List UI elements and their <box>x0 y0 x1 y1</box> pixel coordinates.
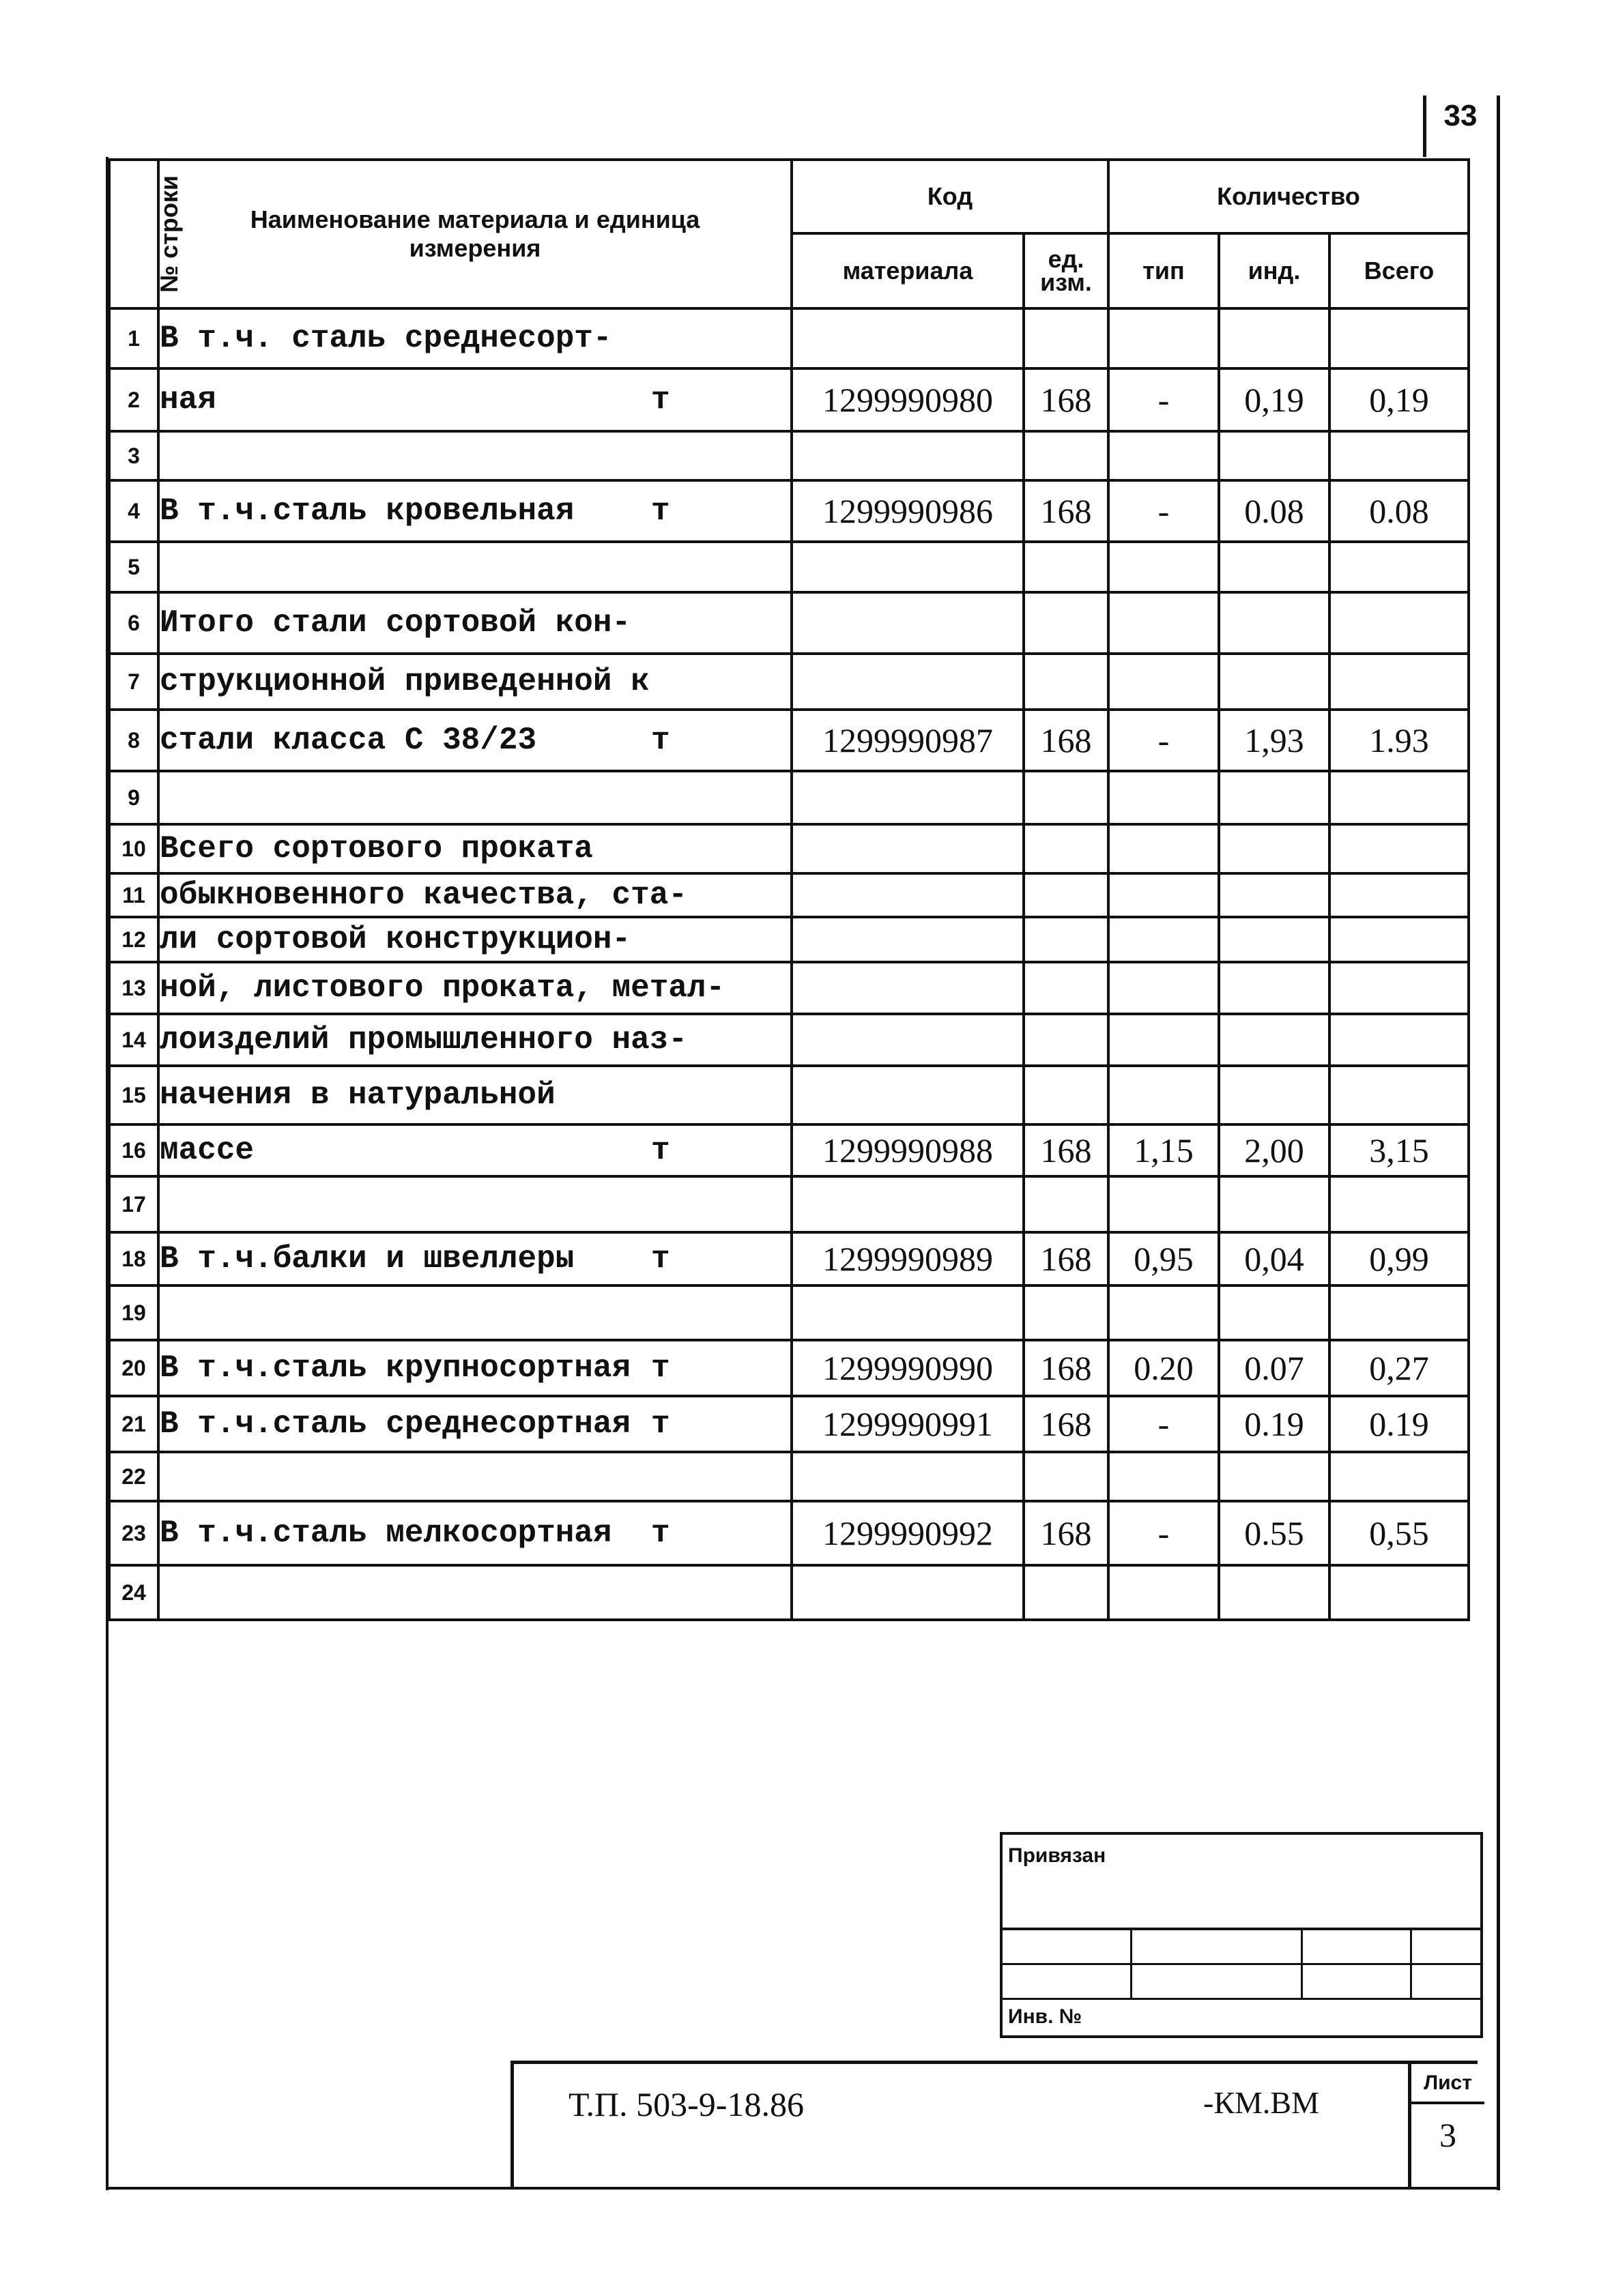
table-row <box>109 480 1469 542</box>
material-code: 1299990991 <box>792 1396 1024 1452</box>
unit-code: 168 <box>1024 710 1108 771</box>
qty-total <box>1329 1176 1469 1232</box>
qty-individual: 0,04 <box>1219 1232 1329 1285</box>
row-number: 9 <box>109 771 158 824</box>
table-row <box>109 1066 1469 1124</box>
measure-unit: т <box>651 723 670 758</box>
qty-type <box>1108 542 1219 592</box>
material-code <box>792 654 1024 710</box>
material-code <box>792 1565 1024 1620</box>
material-code <box>792 1066 1024 1124</box>
material-code <box>792 962 1024 1014</box>
unit-code: 168 <box>1024 368 1108 431</box>
unit-code: 168 <box>1024 1124 1108 1176</box>
row-number: 16 <box>109 1124 158 1176</box>
unit-code <box>1024 654 1108 710</box>
qty-individual <box>1219 962 1329 1014</box>
row-number: 23 <box>109 1501 158 1565</box>
row-number: 19 <box>109 1285 158 1340</box>
material-code: 1299990992 <box>792 1501 1024 1565</box>
qty-individual <box>1219 824 1329 873</box>
qty-total <box>1329 308 1469 368</box>
unit-code <box>1024 873 1108 917</box>
qty-type: - <box>1108 1396 1219 1452</box>
qty-individual <box>1219 431 1329 480</box>
table-row <box>109 1285 1469 1340</box>
qty-total <box>1329 1066 1469 1124</box>
material-name-text: Итого стали сортовой кон- <box>160 605 631 641</box>
material-name <box>158 1565 792 1620</box>
measure-unit: т <box>651 1241 670 1277</box>
material-name-text: Всего сортового проката <box>160 831 593 867</box>
qty-individual <box>1219 592 1329 654</box>
table-row <box>109 431 1469 480</box>
qty-individual: 0.07 <box>1219 1340 1329 1396</box>
unit-code <box>1024 1452 1108 1501</box>
qty-individual <box>1219 542 1329 592</box>
measure-unit: т <box>651 1133 670 1168</box>
material-code: 1299990987 <box>792 710 1024 771</box>
material-name <box>158 542 792 592</box>
unit-code <box>1024 1565 1108 1620</box>
material-name <box>158 368 792 431</box>
bottom-frame-line <box>106 2187 1500 2190</box>
qty-type <box>1108 1285 1219 1340</box>
row-number: 3 <box>109 431 158 480</box>
unit-code: 168 <box>1024 1396 1108 1452</box>
qty-type <box>1108 824 1219 873</box>
qty-total <box>1329 771 1469 824</box>
table-row <box>109 710 1469 771</box>
material-code: 1299990988 <box>792 1124 1024 1176</box>
qty-individual <box>1219 771 1329 824</box>
title-block <box>510 2061 1478 2187</box>
material-name-text: стали класса С 38/23 <box>160 723 537 758</box>
qty-type <box>1108 962 1219 1014</box>
qty-individual: 1,93 <box>1219 710 1329 771</box>
material-name <box>158 1452 792 1501</box>
table-row <box>109 308 1469 368</box>
qty-individual <box>1219 873 1329 917</box>
materials-table-body <box>109 308 1469 1620</box>
row-number: 6 <box>109 592 158 654</box>
measure-unit: т <box>651 1350 670 1386</box>
row-number: 22 <box>109 1452 158 1501</box>
unit-code <box>1024 1014 1108 1066</box>
material-name-text: В т.ч.сталь крупносортная <box>160 1350 631 1386</box>
qty-individual <box>1219 1285 1329 1340</box>
material-code <box>792 873 1024 917</box>
qty-individual <box>1219 917 1329 962</box>
qty-type <box>1108 1565 1219 1620</box>
unit-code <box>1024 771 1108 824</box>
qty-total: 0,55 <box>1329 1501 1469 1565</box>
qty-type <box>1108 917 1219 962</box>
unit-code: 168 <box>1024 1340 1108 1396</box>
row-number: 1 <box>109 308 158 368</box>
material-name-text: В т.ч.балки и швеллеры <box>160 1241 575 1277</box>
qty-individual <box>1219 1176 1329 1232</box>
material-name <box>158 1396 792 1452</box>
material-name-header: Наименование материала и единица измерения <box>158 160 792 308</box>
material-code: 1299990990 <box>792 1340 1024 1396</box>
table-row <box>109 592 1469 654</box>
inventory-number-label: Инв. № <box>1008 2005 1082 2028</box>
table-row <box>109 654 1469 710</box>
table-row <box>109 1232 1469 1285</box>
document-code: Т.П. 503-9-18.86 <box>568 2085 804 2123</box>
qty-type: - <box>1108 368 1219 431</box>
material-name-text: начения в натуральной <box>160 1077 556 1113</box>
material-name <box>158 431 792 480</box>
linked-stamp <box>1000 1832 1483 2038</box>
unit-code: 168 <box>1024 1501 1108 1565</box>
row-number: 7 <box>109 654 158 710</box>
table-row <box>109 917 1469 962</box>
qty-total <box>1329 917 1469 962</box>
material-name <box>158 592 792 654</box>
material-code <box>792 1014 1024 1066</box>
row-number: 15 <box>109 1066 158 1124</box>
unit-code: 168 <box>1024 1232 1108 1285</box>
qty-individual <box>1219 1452 1329 1501</box>
material-name-text: массе <box>160 1133 255 1168</box>
material-code <box>792 1452 1024 1501</box>
table-row <box>109 542 1469 592</box>
material-name-text: В т.ч.сталь кровельная <box>160 493 575 529</box>
material-name <box>158 480 792 542</box>
qty-total <box>1329 431 1469 480</box>
qty-total <box>1329 1452 1469 1501</box>
qty-total: 0,27 <box>1329 1340 1469 1396</box>
material-name-text: ная <box>160 382 216 418</box>
material-name <box>158 654 792 710</box>
material-name <box>158 308 792 368</box>
qty-total <box>1329 824 1469 873</box>
table-row <box>109 1396 1469 1452</box>
qty-individual-header: инд. <box>1219 233 1329 308</box>
stamp-grid <box>1003 1930 1480 2000</box>
qty-total <box>1329 1014 1469 1066</box>
material-name <box>158 771 792 824</box>
measure-unit: т <box>651 1406 670 1442</box>
material-code <box>792 592 1024 654</box>
qty-type: 0.20 <box>1108 1340 1219 1396</box>
row-number: 4 <box>109 480 158 542</box>
sheet-label: Лист <box>1411 2064 1484 2104</box>
qty-type <box>1108 873 1219 917</box>
qty-total <box>1329 873 1469 917</box>
row-number: 21 <box>109 1396 158 1452</box>
material-name <box>158 710 792 771</box>
material-code <box>792 308 1024 368</box>
unit-code <box>1024 542 1108 592</box>
material-code-header: материала <box>792 233 1024 308</box>
material-name <box>158 824 792 873</box>
table-row <box>109 962 1469 1014</box>
qty-total: 0.08 <box>1329 480 1469 542</box>
qty-type <box>1108 1066 1219 1124</box>
qty-type: - <box>1108 1501 1219 1565</box>
row-number: 5 <box>109 542 158 592</box>
row-number: 10 <box>109 824 158 873</box>
qty-individual: 0.08 <box>1219 480 1329 542</box>
qty-total <box>1329 654 1469 710</box>
row-number: 8 <box>109 710 158 771</box>
material-name-text: В т.ч.сталь среднесортная <box>160 1406 631 1442</box>
material-name-text: ли сортовой конструкцион- <box>160 922 631 957</box>
material-name-text: струкционной приведенной к <box>160 664 650 699</box>
document-suffix: -КМ.ВМ <box>1203 2085 1319 2120</box>
material-code: 1299990989 <box>792 1232 1024 1285</box>
unit-code <box>1024 962 1108 1014</box>
table-row <box>109 1176 1469 1232</box>
qty-type <box>1108 771 1219 824</box>
row-number: 14 <box>109 1014 158 1066</box>
table-row <box>109 1124 1469 1176</box>
row-number: 20 <box>109 1340 158 1396</box>
table-row <box>109 368 1469 431</box>
qty-total <box>1329 962 1469 1014</box>
material-code <box>792 1285 1024 1340</box>
row-number: 17 <box>109 1176 158 1232</box>
material-code <box>792 771 1024 824</box>
qty-type <box>1108 1452 1219 1501</box>
linked-label: Привязан <box>1003 1835 1480 1930</box>
material-name <box>158 917 792 962</box>
row-number: 24 <box>109 1565 158 1620</box>
qty-total-header: Всего <box>1329 233 1469 308</box>
unit-code <box>1024 1176 1108 1232</box>
row-number: 13 <box>109 962 158 1014</box>
material-code <box>792 1176 1024 1232</box>
unit-code <box>1024 592 1108 654</box>
qty-type: - <box>1108 480 1219 542</box>
row-number: 18 <box>109 1232 158 1285</box>
material-name <box>158 1124 792 1176</box>
material-code <box>792 542 1024 592</box>
unit-code <box>1024 431 1108 480</box>
unit-code <box>1024 1066 1108 1124</box>
material-code: 1299990986 <box>792 480 1024 542</box>
material-code <box>792 431 1024 480</box>
qty-individual: 0.19 <box>1219 1396 1329 1452</box>
material-name <box>158 873 792 917</box>
material-code <box>792 824 1024 873</box>
material-name <box>158 1014 792 1066</box>
table-row <box>109 1340 1469 1396</box>
material-name <box>158 1285 792 1340</box>
table-row <box>109 771 1469 824</box>
qty-individual <box>1219 308 1329 368</box>
qty-individual <box>1219 1066 1329 1124</box>
qty-total: 1.93 <box>1329 710 1469 771</box>
unit-code-header: ед. изм. <box>1024 233 1108 308</box>
qty-total <box>1329 592 1469 654</box>
table-row <box>109 824 1469 873</box>
measure-unit: т <box>651 493 670 529</box>
page-number: 33 <box>1443 99 1478 132</box>
material-name <box>158 1340 792 1396</box>
material-name <box>158 962 792 1014</box>
measure-unit: т <box>651 382 670 418</box>
qty-individual <box>1219 1014 1329 1066</box>
page-number-divider <box>1423 96 1426 157</box>
row-number-header: № строки <box>109 160 158 308</box>
qty-type: - <box>1108 710 1219 771</box>
table-row <box>109 873 1469 917</box>
material-code <box>792 917 1024 962</box>
qty-total <box>1329 1285 1469 1340</box>
row-number: 12 <box>109 917 158 962</box>
qty-total <box>1329 542 1469 592</box>
material-name-text: обыкновенного качества, ста- <box>160 877 687 913</box>
right-frame-line <box>1497 96 1500 2190</box>
material-name-text: В т.ч.сталь мелкосортная <box>160 1515 612 1551</box>
qty-total: 0,19 <box>1329 368 1469 431</box>
qty-total: 3,15 <box>1329 1124 1469 1176</box>
qty-total: 0,99 <box>1329 1232 1469 1285</box>
table-row <box>109 1501 1469 1565</box>
row-number: 11 <box>109 873 158 917</box>
code-group-header: Код <box>792 160 1108 233</box>
unit-code <box>1024 824 1108 873</box>
qty-total <box>1329 1565 1469 1620</box>
materials-table <box>108 158 1470 1621</box>
qty-type-header: тип <box>1108 233 1219 308</box>
qty-type <box>1108 654 1219 710</box>
qty-individual <box>1219 654 1329 710</box>
qty-type <box>1108 592 1219 654</box>
qty-type <box>1108 431 1219 480</box>
qty-type <box>1108 308 1219 368</box>
qty-type: 1,15 <box>1108 1124 1219 1176</box>
table-row <box>109 1014 1469 1066</box>
qty-type <box>1108 1014 1219 1066</box>
material-name-text: ной, листового проката, метал- <box>160 970 725 1006</box>
qty-type: 0,95 <box>1108 1232 1219 1285</box>
quantity-group-header: Количество <box>1108 160 1469 233</box>
qty-total: 0.19 <box>1329 1396 1469 1452</box>
row-number: 2 <box>109 368 158 431</box>
measure-unit: т <box>651 1515 670 1551</box>
sheet-number: 3 <box>1439 2116 1456 2154</box>
qty-type <box>1108 1176 1219 1232</box>
qty-individual: 0.55 <box>1219 1501 1329 1565</box>
unit-code <box>1024 917 1108 962</box>
unit-code <box>1024 1285 1108 1340</box>
unit-code <box>1024 308 1108 368</box>
qty-individual: 2,00 <box>1219 1124 1329 1176</box>
material-name-text: В т.ч. сталь среднесорт- <box>160 321 612 356</box>
sheet-box <box>1408 2064 1484 2187</box>
material-name <box>158 1501 792 1565</box>
material-name <box>158 1232 792 1285</box>
qty-individual: 0,19 <box>1219 368 1329 431</box>
material-code: 1299990980 <box>792 368 1024 431</box>
material-name <box>158 1066 792 1124</box>
table-row <box>109 1565 1469 1620</box>
material-name-text: лоизделий промышленного наз- <box>160 1022 687 1058</box>
material-name <box>158 1176 792 1232</box>
table-row <box>109 1452 1469 1501</box>
unit-code: 168 <box>1024 480 1108 542</box>
qty-individual <box>1219 1565 1329 1620</box>
